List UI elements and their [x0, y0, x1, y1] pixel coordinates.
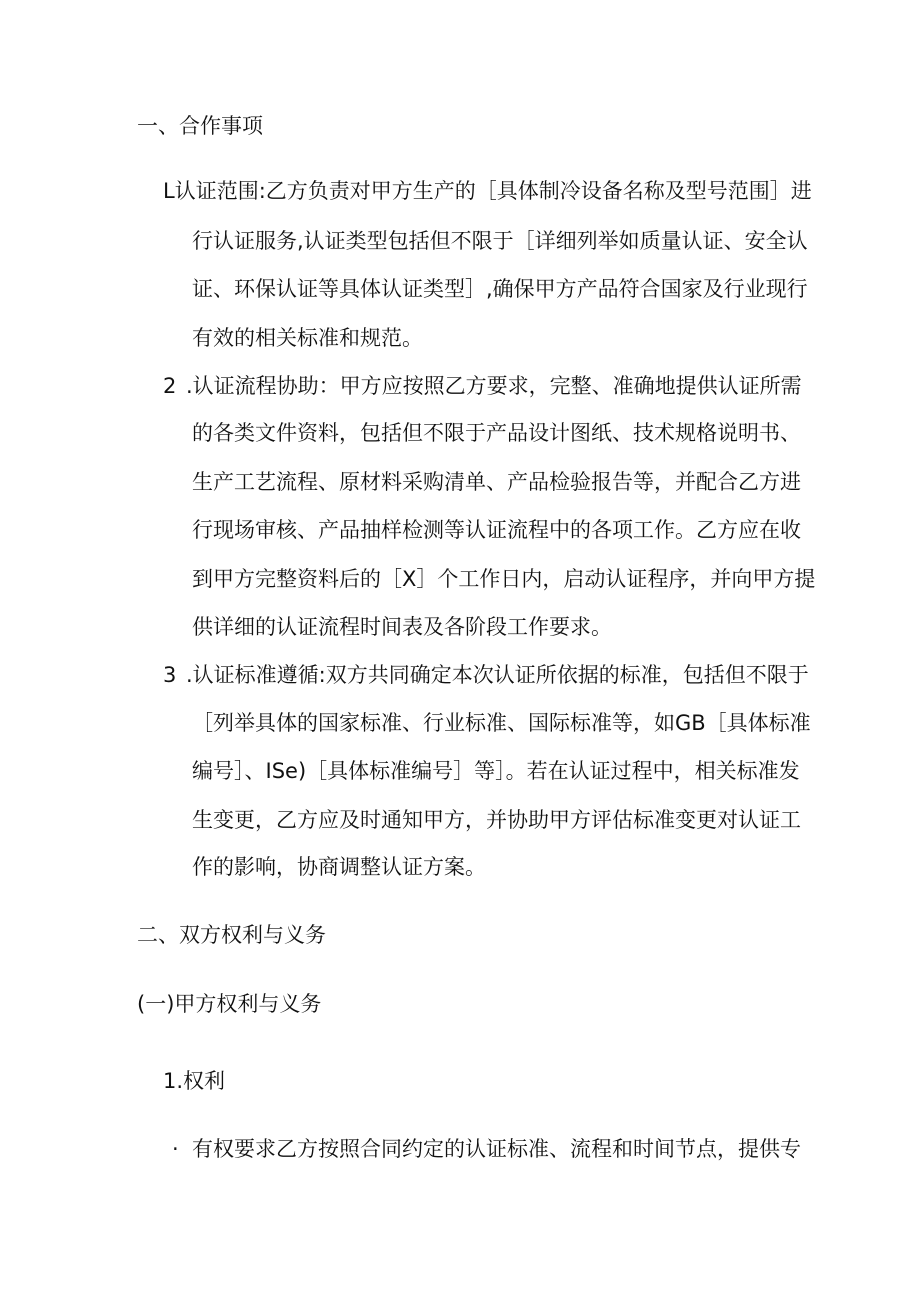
- subsection-1-title: (一)甲方权利与义务: [137, 992, 322, 1016]
- section-2-title: 二、双方权利与义务: [137, 923, 326, 947]
- item-3-line-2: ［列举具体的国家标准、行业标准、国际标准等，如GB［具体标准: [192, 711, 811, 735]
- rights-title: 1.权利: [163, 1069, 226, 1093]
- item-3-line-3: 编号］、ISe)［具体标准编号］等］。若在认证过程中，相关标准发: [192, 759, 800, 783]
- item-1-line-4: 有效的相关标准和规范。: [192, 326, 423, 350]
- item-3-line-1: .认证标准遵循:双方共同确定本次认证所依据的标准，包括但不限于: [186, 663, 809, 687]
- item-1-line-1: L认证范围:乙方负责对甲方生产的［具体制冷设备名称及型号范围］进: [163, 179, 812, 203]
- item-2-line-6: 供详细的认证流程时间表及各阶段工作要求。: [192, 615, 612, 639]
- item-2-line-4: 行现场审核、产品抽样检测等认证流程中的各项工作。乙方应在收: [192, 518, 801, 542]
- item-1-line-2: 行认证服务,认证类型包括但不限于［详细列举如质量认证、安全认: [192, 229, 808, 253]
- item-2-line-5: 到甲方完整资料后的［X］个工作日内，启动认证程序，并向甲方提: [192, 567, 816, 591]
- item-2-line-1: .认证流程协助：甲方应按照乙方要求，完整、准确地提供认证所需: [186, 374, 802, 398]
- item-2-number: 2: [163, 374, 177, 398]
- item-2-line-3: 生产工艺流程、原材料采购清单、产品检验报告等，并配合乙方进: [192, 470, 801, 494]
- item-3-line-5: 作的影响，协商调整认证方案。: [192, 855, 486, 879]
- item-3-line-4: 生变更，乙方应及时通知甲方，并协助甲方评估标准变更对认证工: [192, 808, 801, 832]
- item-1-line-3: 证、环保认证等具体认证类型］,确保甲方产品符合国家及行业现行: [192, 277, 808, 301]
- bullet-1-text: 有权要求乙方按照合同约定的认证标准、流程和时间节点，提供专: [192, 1137, 801, 1161]
- section-1-title: 一、合作事项: [137, 114, 263, 138]
- item-3-number: 3: [163, 663, 177, 687]
- bullet-dot: ·: [172, 1137, 179, 1161]
- item-2-line-2: 的各类文件资料，包括但不限于产品设计图纸、技术规格说明书、: [192, 421, 801, 445]
